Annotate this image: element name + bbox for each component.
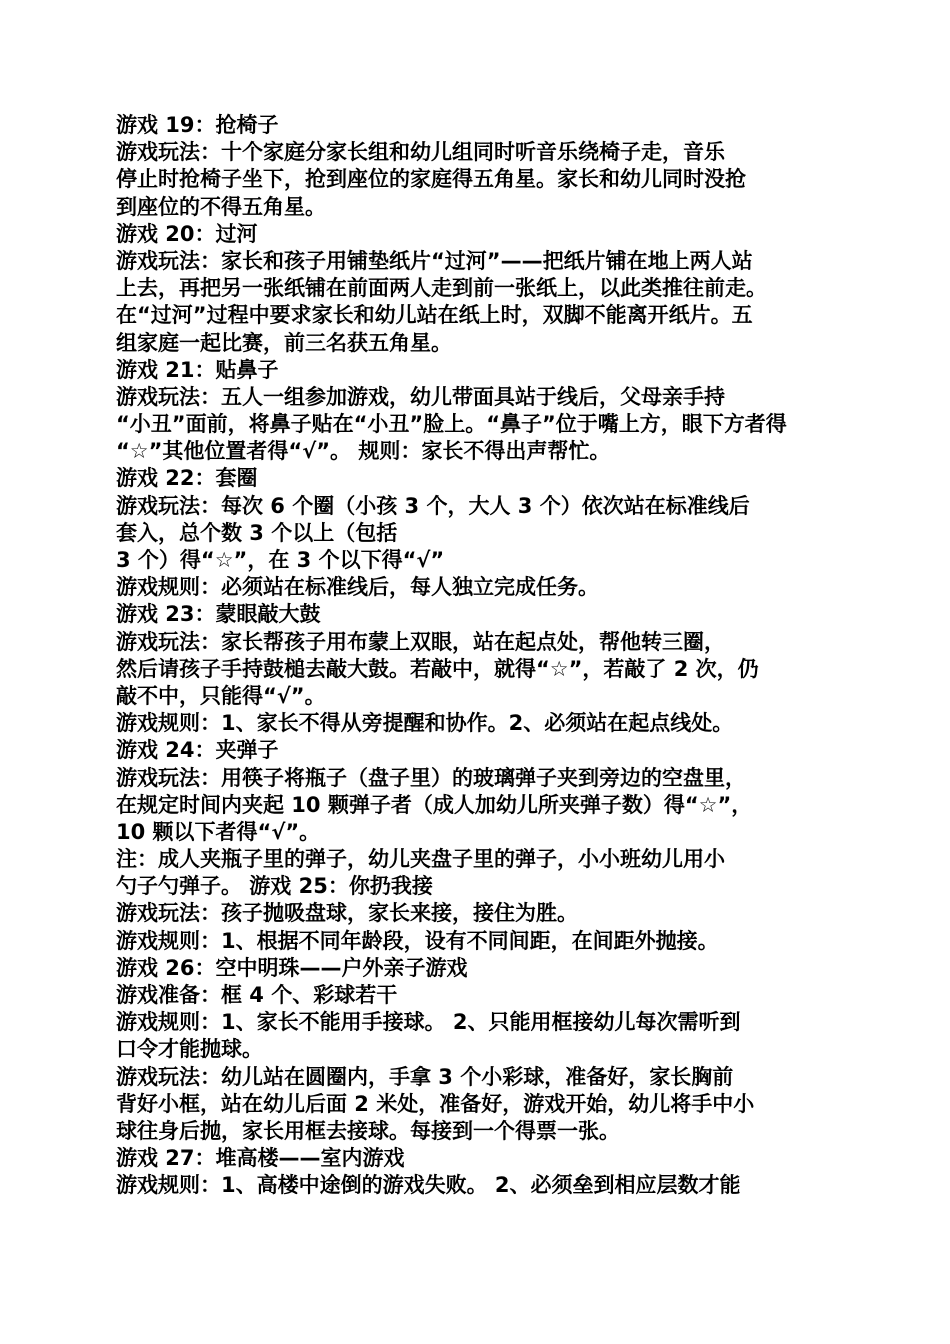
text-line: 游戏规则：1、根据不同年龄段，设有不同间距，在间距外抛接。 xyxy=(116,928,719,953)
text-line: 在规定时间内夹起 10 颗弹子者（成人加幼儿所夹弹子数）得“☆”， xyxy=(116,792,753,817)
heading-game-26: 游戏 26：空中明珠——户外亲子游戏 xyxy=(116,955,468,980)
text-line: 勺子勺弹子。 游戏 25：你扔我接 xyxy=(116,874,433,899)
text-line: 上去，再把另一张纸铺在前面两人走到前一张纸上，以此类推往前走。 xyxy=(116,276,767,301)
heading-game-19: 游戏 19：抢椅子 xyxy=(116,113,279,137)
text-line: 游戏玩法：幼儿站在圆圈内，手拿 3 个小彩球，准备好，家长胸前 xyxy=(116,1064,734,1089)
text-line: 套入，总个数 3 个以上（包括 xyxy=(116,520,398,545)
text-line: 口令才能抛球。 xyxy=(116,1037,263,1062)
text-line: 球往身后抛，家长用框去接球。每接到一个得票一张。 xyxy=(116,1118,620,1143)
document-body xyxy=(116,112,856,1200)
text-line: 3 个）得“☆”，在 3 个以下得“√” xyxy=(116,548,445,572)
text-line: “☆”其他位置者得“√”。 规则：家长不得出声帮忙。 xyxy=(116,439,611,464)
heading-game-24: 游戏 24：夹弹子 xyxy=(116,738,279,763)
text-line: 游戏玩法：家长帮孩子用布蒙上双眼，站在起点处，帮他转三圈， xyxy=(116,629,725,654)
text-line: 游戏规则：必须站在标准线后，每人独立完成任务。 xyxy=(116,575,599,600)
text-line: 10 颗以下者得“√”。 xyxy=(116,819,321,844)
text-line: 注：成人夹瓶子里的弹子，幼儿夹盘子里的弹子，小小班幼儿用小 xyxy=(116,847,725,872)
text-line: 敲不中，只能得“√”。 xyxy=(116,683,326,708)
heading-game-27: 游戏 27：堆高楼——室内游戏 xyxy=(116,1146,405,1171)
text-line: 然后请孩子手持鼓槌去敲大鼓。若敲中，就得“☆”，若敲了 2 次，仍 xyxy=(116,656,759,681)
text-line: 游戏玩法：每次 6 个圈（小孩 3 个，大人 3 个）依次站在标准线后 xyxy=(116,493,750,518)
text-line: 游戏准备：框 4 个、彩球若干 xyxy=(116,983,398,1007)
heading-game-20: 游戏 20：过河 xyxy=(116,221,258,246)
heading-game-21: 游戏 21：贴鼻子 xyxy=(116,357,279,382)
text-line: “小丑”面前，将鼻子贴在“小丑”脸上。“鼻子”位于嘴上方，眼下方者得 xyxy=(116,412,787,437)
text-line: 停止时抢椅子坐下，抢到座位的家庭得五角星。家长和幼儿同时没抢 xyxy=(116,167,746,192)
text-line: 游戏玩法：家长和孩子用铺垫纸片“过河”——把纸片铺在地上两人站 xyxy=(116,248,753,273)
text-line: 游戏玩法：十个家庭分家长组和幼儿组同时听音乐绕椅子走，音乐 xyxy=(116,140,725,165)
heading-game-22: 游戏 22：套圈 xyxy=(116,466,258,491)
heading-game-23: 游戏 23：蒙眼敲大鼓 xyxy=(116,602,321,627)
text-line: 背好小框，站在幼儿后面 2 米处，准备好，游戏开始，幼儿将手中小 xyxy=(116,1091,755,1116)
text-line: 游戏规则：1、家长不得从旁提醒和协作。2、必须站在起点线处。 xyxy=(116,711,734,736)
text-line: 到座位的不得五角星。 xyxy=(116,194,326,219)
text-line: 游戏玩法：五人一组参加游戏，幼儿带面具站于线后，父母亲手持 xyxy=(116,384,725,409)
text-line: 组家庭一起比赛，前三名获五角星。 xyxy=(116,330,452,355)
text-line: 游戏规则：1、高楼中途倒的游戏失败。 2、必须垒到相应层数才能 xyxy=(116,1173,741,1198)
text-line: 游戏玩法：孩子抛吸盘球，家长来接，接住为胜。 xyxy=(116,901,578,926)
text-line: 游戏玩法：用筷子将瓶子（盘子里）的玻璃弹子夹到旁边的空盘里， xyxy=(116,765,746,790)
text-line: 游戏规则：1、家长不能用手接球。 2、只能用框接幼儿每次需听到 xyxy=(116,1010,741,1035)
text-line: 在“过河”过程中要求家长和幼儿站在纸上时，双脚不能离开纸片。五 xyxy=(116,303,753,328)
